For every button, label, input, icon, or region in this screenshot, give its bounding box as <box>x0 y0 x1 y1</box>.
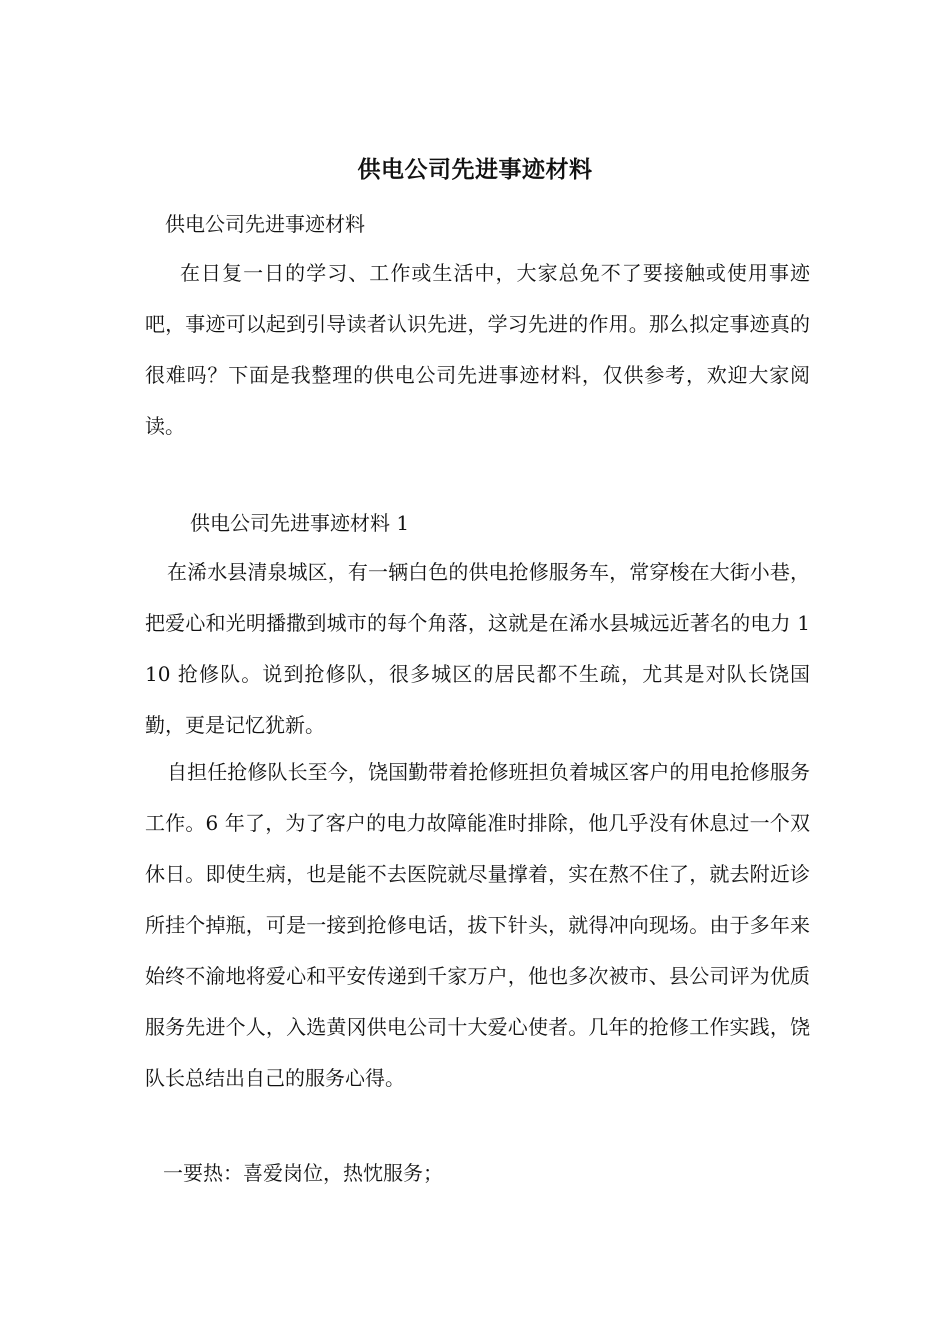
intro-paragraph: 在日复一日的学习、工作或生活中，大家总免不了要接触或使用事迹吧，事迹可以起到引导读者认识先进，学习先进的作用。那么拟定事迹真的很难吗？下面是我整理的供电公司先进事迹材料，仅供参考，欢迎大家阅读。 <box>145 261 810 438</box>
body-paragraph-3: 一要热：喜爱岗位，热忱服务； <box>163 1161 443 1185</box>
document-subtitle: 供电公司先进事迹材料 <box>165 212 365 236</box>
section-heading: 供电公司先进事迹材料 1 <box>190 511 410 535</box>
body-paragraph-2: 自担任抢修队长至今，饶国勤带着抢修班担负着城区客户的用电抢修服务工作。6 年了，为了客户的电力故障能准时排除，他几乎没有休息过一个双休日。即使生病，也是能不去医院就尽量撑着，实在熬不住了，就去附近诊所挂个掉瓶，可是一接到抢修电话，拔下针头，就得冲向现场。由于多年来始终不渝地将爱心和平安传递到千家万户，他也多次被市、县公司评为优质服务先进个人，入选黄冈供电公司十大爱心使者。几年的抢修工作实践，饶队长总结出自己的服务心得。 <box>145 760 810 1090</box>
body-paragraph-1: 在浠水县清泉城区，有一辆白色的供电抢修服务车，常穿梭在大街小巷，把爱心和光明播撒到城市的每个角落，这就是在浠水县城远近著名的电力 110 抢修队。说到抢修队，很多城区的居民都不生疏，尤其是对队长饶国勤，更是记忆犹新。 <box>145 560 810 737</box>
document-title: 供电公司先进事迹材料 <box>357 156 593 183</box>
